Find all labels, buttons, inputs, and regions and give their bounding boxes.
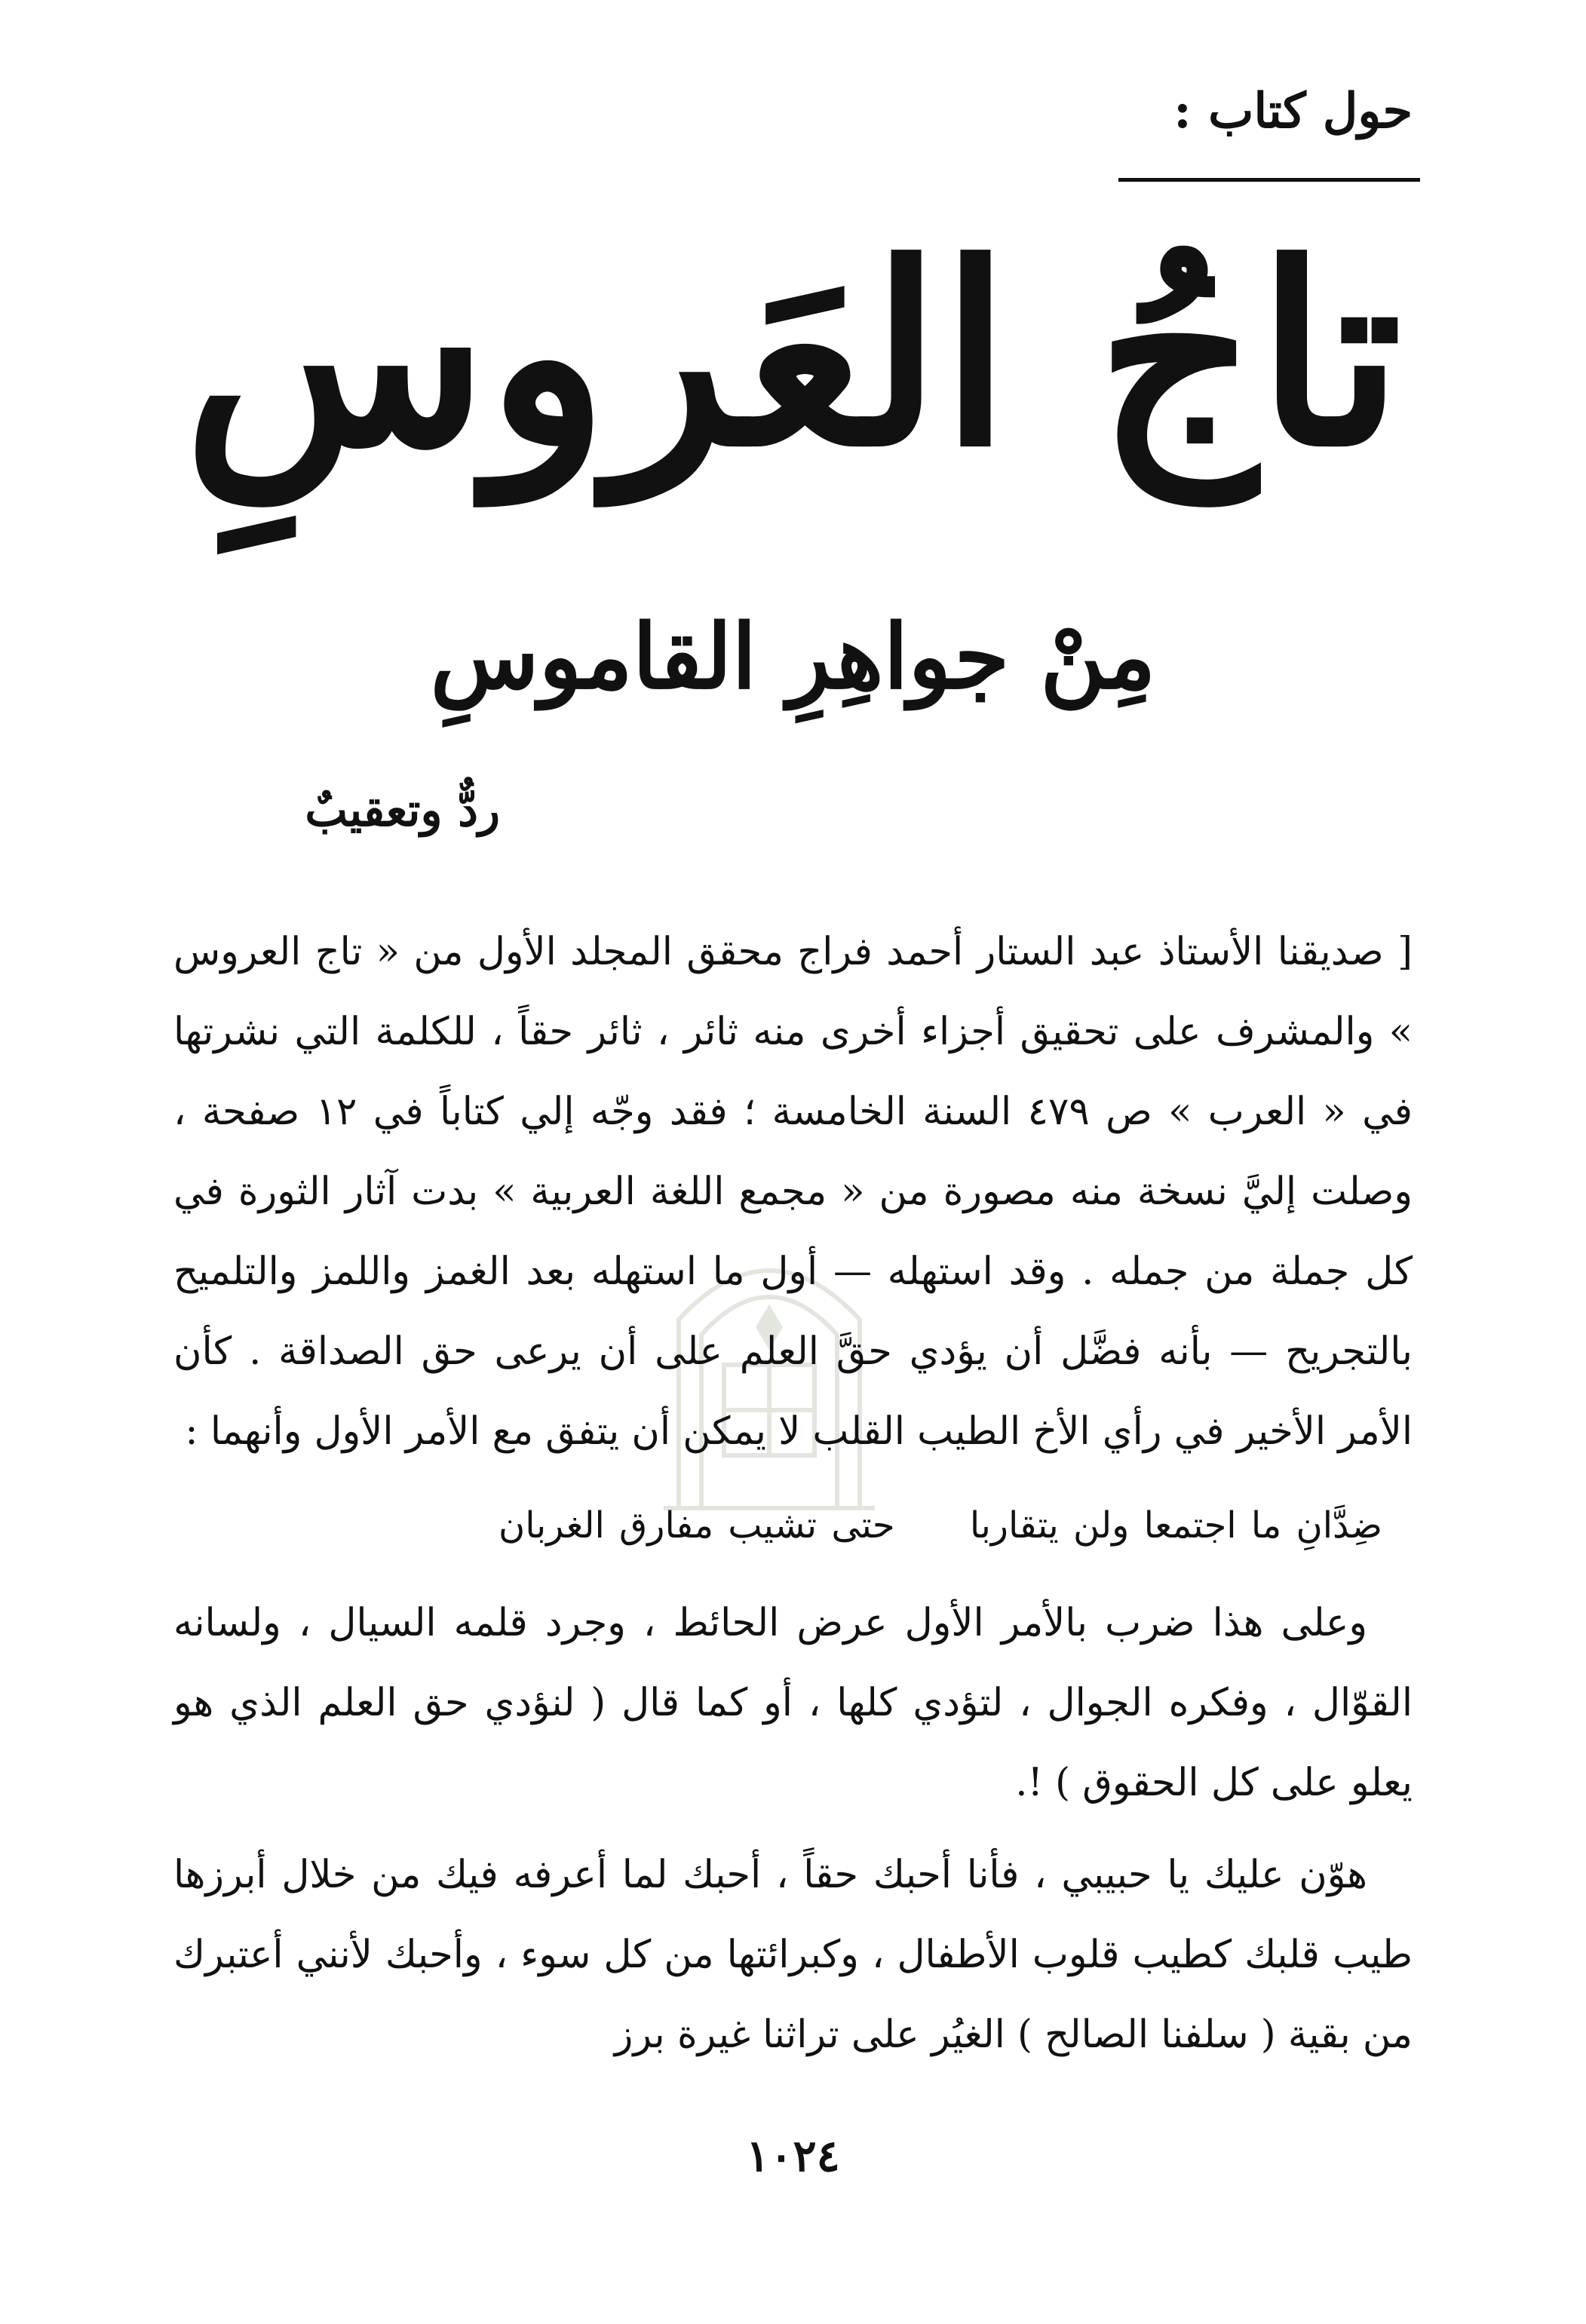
- body-paragraph: [ صديقنا الأستاذ عبد الستار أحمد فراج محقق المجلد الأول من « تاج العروس » والمشرف على تحقيق أجزاء أخرى منه ثائر ، ثائر حقاً ، للكلمة التي نشرتها في « العرب » ص ٤٧٩ السنة الخامسة ؛ فقد وجّه إلي كتاباً في ١٢ صفحة ، وصلت إليَّ نسخة منه مصورة من « مجمع اللغة العربية » بدت آثار الثورة في كل جملة من جمله . وقد استهله — أول ما استهله بعد الغمز واللمز والتلميح بالتجريح — بأنه فضَّل أن يؤدي حقَّ العلم على أن يرعى حق الصداقة . كأن الأمر الأخير في رأي الأخ الطيب القلب لا يمكن أن يتفق مع الأمر الأول وأنهما :: [173, 930, 1413, 1454]
- article-title: تاجُ العَروسِ: [183, 209, 1403, 501]
- verse-second-half: حتى تشيب مفارق الغربان: [498, 1504, 895, 1547]
- page-number: ١٠٢٤: [746, 2130, 840, 2181]
- article-subtitle: مِنْ جواهِرِ القاموسِ: [430, 604, 1156, 709]
- response-heading: ردٌّ وتعقيبٌ: [305, 784, 500, 837]
- article-body: [173, 912, 1413, 2087]
- body-paragraph: هوّن عليك يا حبيبي ، فأنا أحبك حقاً ، أحبك لما أعرفه فيك من خلال أبرزها طيب قلبك كطيب قلوب الأطفال ، وكبرائتها من كل سوء ، وأحبك لأنني أعتبرك من بقية ( سلفنا الصالح ) الغيُر على تراثنا غيرة برز: [173, 1853, 1413, 2057]
- section-label: حول كتاب :: [1173, 83, 1413, 140]
- section-label-underline: [1118, 178, 1420, 182]
- body-paragraph: وعلى هذا ضرب بالأمر الأول عرض الحائط ، وجرد قلمه السيال ، ولسانه القوّال ، وفكره الجوال ، لتؤدي كلها ، أو كما قال ( لنؤدي حق العلم الذي هو يعلو على كل الحقوق ) !.: [173, 1601, 1413, 1805]
- verse-first-half: ضِدَّانِ ما اجتمعا ولن يتقاربا: [969, 1504, 1382, 1547]
- poetry-verse: [173, 1484, 1413, 1567]
